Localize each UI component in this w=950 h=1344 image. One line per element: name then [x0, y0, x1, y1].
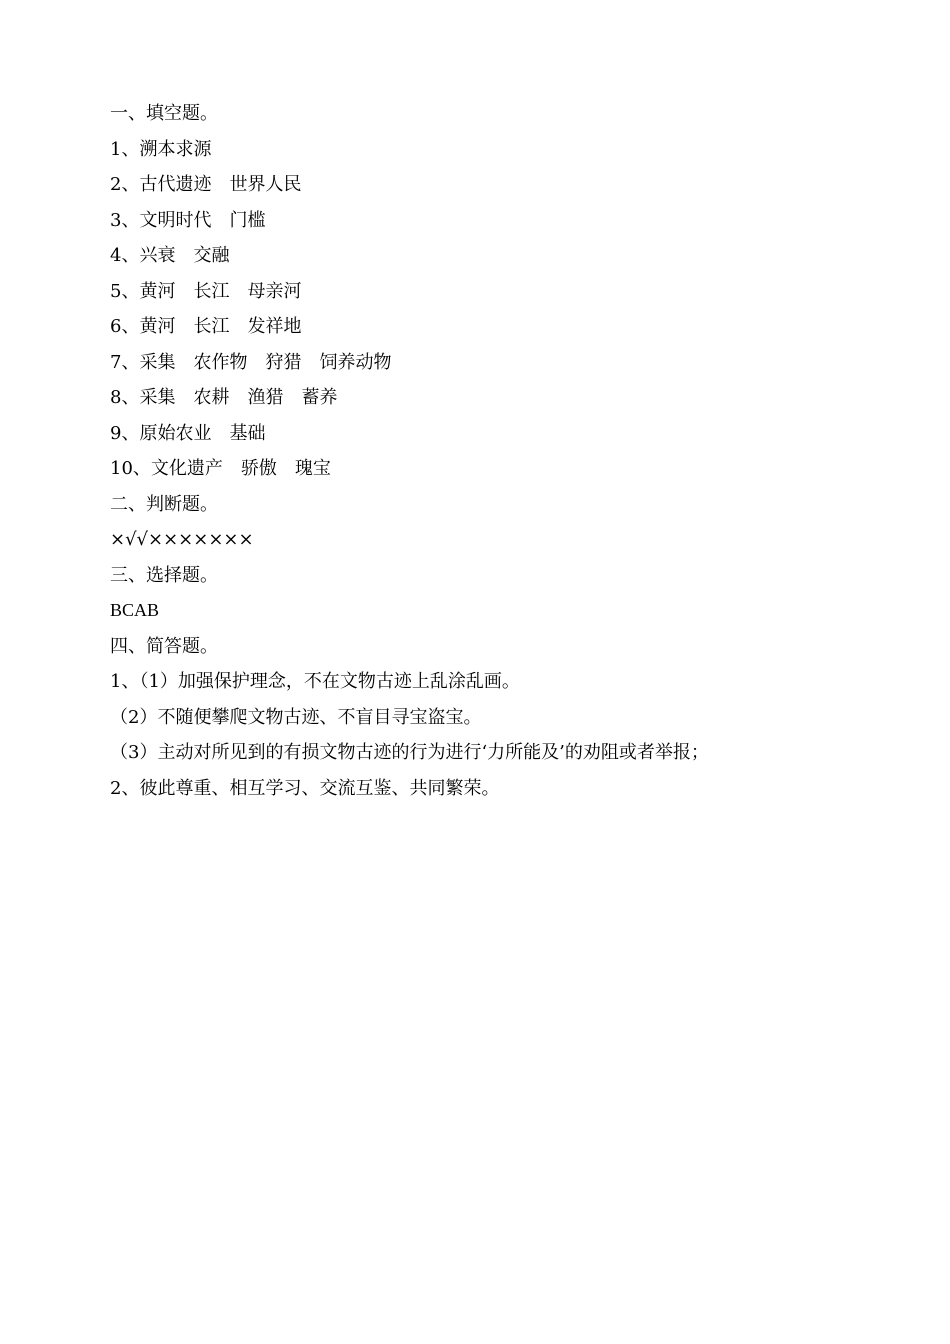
short-answer-2: 2、彼此尊重、相互学习、交流互鉴、共同繁荣。	[110, 777, 500, 799]
fill-in-answer-9: 9、原始农业 基础	[110, 422, 266, 444]
fill-in-answer-4: 4、兴衰 交融	[110, 245, 230, 266]
fill-in-answer-2: 2、古代遗迹 世界人民	[110, 174, 302, 195]
multiple-choice-answers: BCAB	[110, 600, 160, 620]
section-heading-true-false: 二、判断题。	[110, 493, 218, 515]
fill-in-answer-8: 8、采集 农耕 渔猎 蓄养	[110, 387, 338, 408]
fill-in-answer-6: 6、黄河 长江 发祥地	[110, 316, 302, 337]
fill-in-answer-7: 7、采集 农作物 狩猎 饲养动物	[110, 351, 392, 373]
answer-content	[110, 96, 870, 806]
section-heading-multiple-choice: 三、选择题。	[110, 564, 218, 586]
fill-in-answer-5: 5、黄河 长江 母亲河	[110, 280, 302, 302]
fill-in-answer-10: 10、文化遗产 骄傲 瑰宝	[110, 458, 331, 479]
section-heading-fill-in: 一、填空题。	[110, 103, 218, 124]
short-answer-1-part-3: （3）主动对所见到的有损文物古迹的行为进行‘力所能及’的劝阻或者举报；	[110, 742, 709, 763]
short-answer-1-part-1: 1、（1）加强保护理念，不在文物古迹上乱涂乱画。	[110, 671, 520, 692]
short-answer-1-part-2: （2）不随便攀爬文物古迹、不盲目寻宝盗宝。	[110, 706, 482, 728]
fill-in-answer-1: 1、溯本求源	[110, 138, 212, 160]
true-false-answers: ×√√×××××××	[110, 529, 254, 550]
fill-in-answer-3: 3、文明时代 门槛	[110, 209, 266, 231]
section-heading-short-answer: 四、简答题。	[110, 635, 218, 657]
